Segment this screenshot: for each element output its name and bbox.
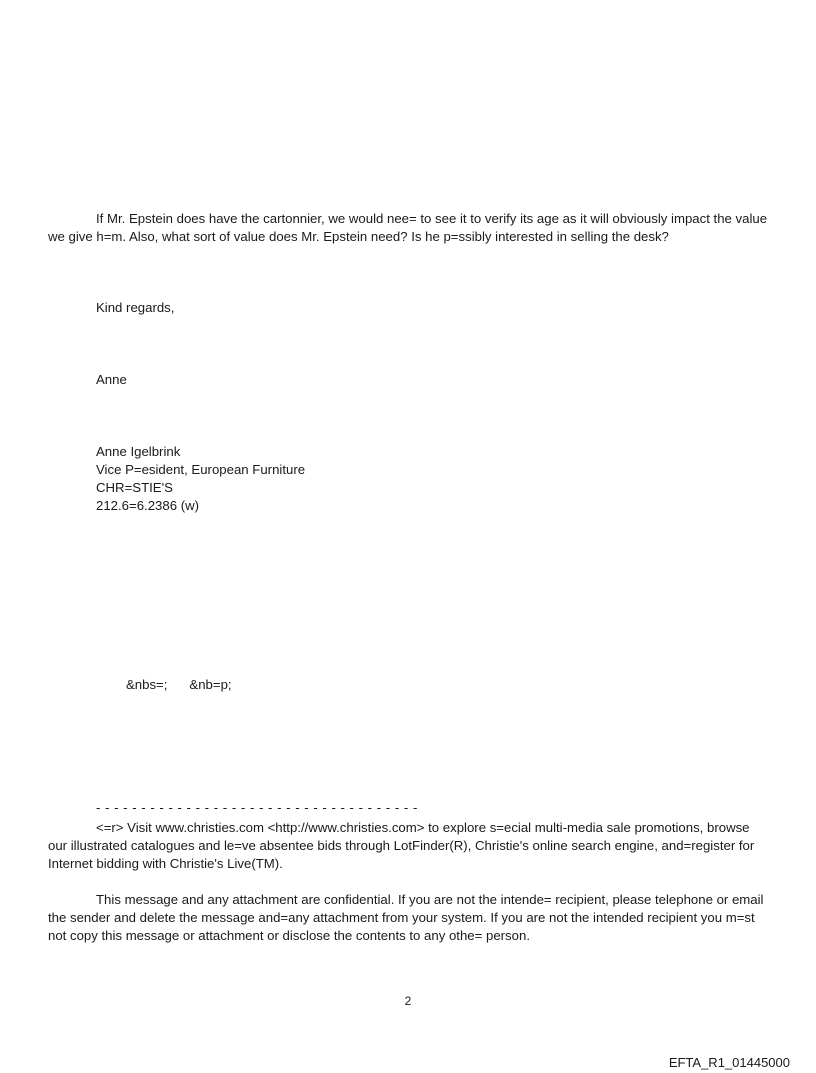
signature-title: Vice P=esident, European Furniture xyxy=(96,462,306,477)
body-paragraph-1: If Mr. Epstein does have the cartonnier, we would nee= to see it to verify its age as it will obviously impact the value we give h=m. Also, what sort of value does Mr. Epstein need? Is he p=ssibly interested in selling the desk? xyxy=(48,211,768,244)
sender-first-name: Anne xyxy=(96,372,127,387)
footer-disclaimer: This message and any attachment are confidential. If you are not the intende= recipient, please telephone or email the sender and delete the message and=any attachment from your system. If you are not the intended recipient you m=st not copy this message or attachment or disclose the contents to any othe= person. xyxy=(48,892,764,943)
footer-separator: - - - - - - - - - - - - - - - - - - - - - - - - - - - - - - - - - - - - xyxy=(96,800,418,815)
signature-name: Anne Igelbrink xyxy=(96,444,181,459)
closing-line: Kind regards, xyxy=(96,300,175,315)
signature-company: CHR=STIE'S xyxy=(96,480,173,495)
nbsp-artifact-line: &nbs=; &nb=p; xyxy=(126,677,232,692)
document-id: EFTA_R1_01445000 xyxy=(668,1055,790,1070)
signature-phone: 212.6=6.2386 (w) xyxy=(96,498,200,513)
footer-promo: <=r> Visit www.christies.com <http://www.christies.com> to explore s=ecial multi-media sale promotions, browse our illustrated catalogues and le=ve absentee bids through LotFinder(R), Christie's online search engine, and=register for Internet bidding with Christie's Live(TM). xyxy=(48,820,755,871)
page-number: 2 xyxy=(404,994,412,1008)
